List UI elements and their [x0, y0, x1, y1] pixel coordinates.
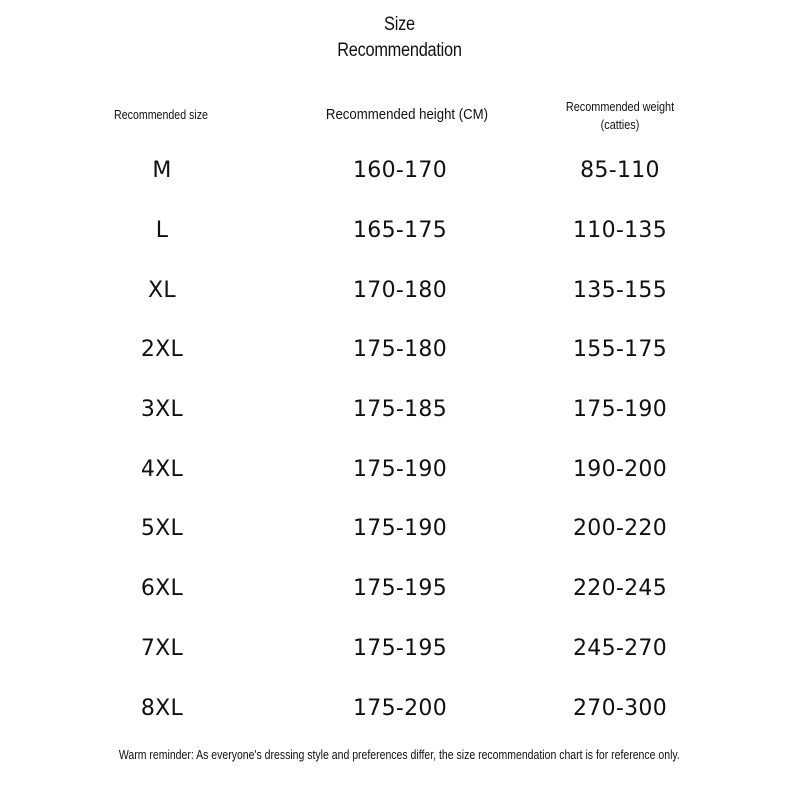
weight-cell: 135-155: [572, 278, 668, 303]
table-row: [0, 629, 800, 669]
page-title-line-2: Recommendation: [337, 40, 462, 61]
table-row: [0, 151, 800, 191]
table-row: [0, 509, 800, 549]
size-cell: XL: [148, 278, 176, 303]
table-row: [0, 271, 800, 311]
weight-cell: 175-190: [572, 397, 668, 422]
weight-cell: 85-110: [580, 158, 660, 183]
size-cell: 4XL: [140, 457, 184, 482]
height-cell: 175-195: [352, 576, 448, 601]
weight-cell: 155-175: [572, 337, 668, 362]
height-cell: 175-190: [352, 516, 448, 541]
weight-cell: 110-135: [572, 218, 668, 243]
weight-cell: 220-245: [572, 576, 668, 601]
header-weight-line-2: (catties): [600, 118, 640, 132]
size-cell: 5XL: [140, 516, 184, 541]
height-cell: 175-180: [352, 337, 448, 362]
table-row: [0, 689, 800, 729]
height-cell: 175-190: [352, 457, 448, 482]
size-cell: M: [152, 158, 172, 183]
header-recommended-height: Recommended height (CM): [325, 106, 489, 123]
page-title-line-1: Size: [384, 14, 415, 35]
table-row: [0, 330, 800, 370]
table-row: [0, 569, 800, 609]
size-cell: 2XL: [140, 337, 184, 362]
table-row: [0, 450, 800, 490]
size-cell: 7XL: [140, 636, 184, 661]
header-recommended-size: Recommended size: [114, 108, 208, 122]
height-cell: 165-175: [352, 218, 448, 243]
height-cell: 175-200: [352, 696, 448, 721]
header-recommended-weight: [550, 98, 689, 134]
size-cell: L: [155, 218, 169, 243]
height-cell: 175-185: [352, 397, 448, 422]
weight-cell: 245-270: [572, 636, 668, 661]
weight-cell: 190-200: [572, 457, 668, 482]
size-cell: 3XL: [140, 397, 184, 422]
weight-cell: 270-300: [572, 696, 668, 721]
height-cell: 160-170: [352, 158, 448, 183]
height-cell: 170-180: [352, 278, 448, 303]
table-row: [0, 390, 800, 430]
weight-cell: 200-220: [572, 516, 668, 541]
table-row: [0, 211, 800, 251]
warm-reminder-note: Warm reminder: As everyone's dressing style and preferences differ, the size recommendation chart is for reference only.: [118, 748, 680, 762]
header-weight-line-1: Recommended weight: [565, 100, 675, 114]
size-cell: 6XL: [140, 576, 184, 601]
size-cell: 8XL: [140, 696, 184, 721]
height-cell: 175-195: [352, 636, 448, 661]
